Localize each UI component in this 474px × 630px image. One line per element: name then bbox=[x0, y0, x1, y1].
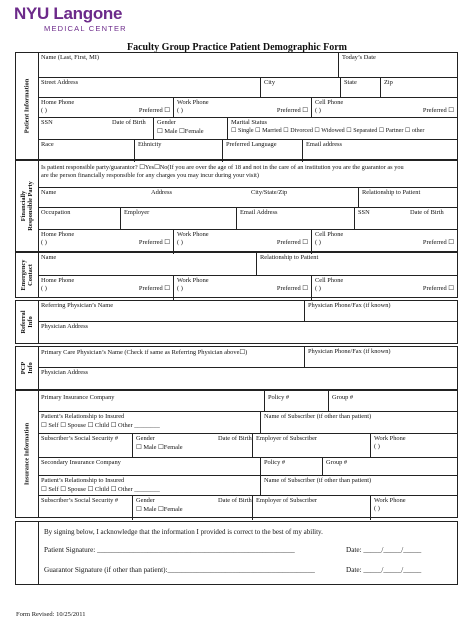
pcp-name-field[interactable]: Primary Care Physician’s Name (Check if same as Referring Physician above☐) bbox=[41, 349, 248, 356]
financial-party-section bbox=[15, 160, 458, 252]
section-label: Referral Info bbox=[16, 301, 39, 343]
secondary-gender-field: Gender ☐ Male ☐Female bbox=[132, 496, 212, 520]
gender-field: Gender ☐ Male ☐Female bbox=[153, 118, 227, 140]
patient-name-field[interactable]: Name (Last, First, MI) bbox=[41, 54, 100, 61]
logo-subtitle: MEDICAL CENTER bbox=[44, 24, 127, 33]
marital-status-checkboxes[interactable]: ☐ Single ☐ Married ☐ Divorced ☐ Widowed ☐ Separated ☐ Partner ☐ other bbox=[231, 128, 425, 134]
form-revised-date: Form Revised: 10/25/2011 bbox=[16, 611, 86, 618]
primary-relationship-field: Patient’s Relationship to Insured ☐ Self ☐ Spouse ☐ Child ☐ Other ________ bbox=[41, 413, 160, 429]
guarantor-occupation-field[interactable]: Occupation bbox=[41, 209, 71, 216]
emergency-name-field[interactable]: Name bbox=[41, 254, 57, 261]
patient-address-row bbox=[38, 77, 457, 98]
section-label: Financially Responsible Party bbox=[16, 161, 39, 251]
patient-signature-date[interactable]: Date: _____/_____/_____ bbox=[346, 546, 422, 554]
secondary-subscriber-ssn-field[interactable]: Subscriber’s Social Security # bbox=[41, 497, 119, 504]
acknowledgement-statement: By signing below, I acknowledge that the information I provided is correct to the best of my ability. bbox=[44, 528, 323, 536]
zip-field[interactable]: Zip bbox=[380, 78, 457, 98]
pcp-name-row bbox=[38, 347, 457, 367]
street-address-field[interactable]: Street Address bbox=[41, 79, 79, 86]
guarantor-phone-row bbox=[38, 229, 457, 254]
cell-phone-field[interactable]: Cell Phone ( ) Preferred ☐ bbox=[311, 98, 457, 118]
patient-phone-row bbox=[38, 97, 457, 118]
primary-group-field[interactable]: Group # bbox=[328, 391, 457, 411]
guarantor-employer-field[interactable]: Employer bbox=[120, 208, 236, 230]
guarantor-question[interactable]: Is patient responsible party/guarantor? ☐Yes☐No(If you are over the age of 18 and not in the care of an institution you are the guarantor as you bbox=[41, 164, 404, 171]
home-phone-field[interactable]: Home Phone ( ) Preferred ☐ bbox=[41, 99, 170, 114]
section-spacer bbox=[16, 522, 39, 584]
guarantor-address-field[interactable]: Address bbox=[151, 189, 172, 196]
pcp-phone-fax-field[interactable]: Physician Phone/Fax (if known) bbox=[304, 347, 457, 367]
secondary-insurance-row bbox=[38, 457, 457, 476]
section-label: Insurance Information bbox=[16, 391, 39, 517]
emergency-cell-phone-field[interactable]: Cell Phone ( ) Preferred ☐ bbox=[311, 276, 457, 300]
gender-checkboxes[interactable]: ☐ Male ☐Female bbox=[157, 128, 204, 135]
race-field[interactable]: Race bbox=[41, 141, 54, 148]
todays-date-field[interactable]: Today’s Date bbox=[338, 53, 457, 77]
emergency-phone-row bbox=[38, 275, 457, 300]
section-label: Emergency Contact bbox=[16, 253, 39, 297]
guarantor-employment-row bbox=[38, 207, 457, 230]
secondary-group-field[interactable]: Group # bbox=[322, 458, 457, 476]
ssn-field[interactable]: SSN bbox=[41, 119, 53, 126]
patient-race-row bbox=[38, 139, 457, 162]
referring-address-field[interactable]: Physician Address bbox=[41, 323, 89, 330]
secondary-relationship-checkboxes[interactable]: ☐ Self ☐ Spouse ☐ Child ☐ Other ________ bbox=[41, 486, 160, 493]
section-label: PCP Info bbox=[16, 347, 39, 389]
guarantor-relationship-field[interactable]: Relationship to Patient bbox=[358, 188, 457, 208]
primary-policy-field[interactable]: Policy # bbox=[264, 391, 328, 411]
nyu-langone-logo bbox=[14, 4, 134, 44]
emergency-work-phone-field[interactable]: Work Phone ( ) Preferred ☐ bbox=[173, 276, 311, 300]
primary-insurance-row bbox=[38, 391, 457, 411]
pcp-address-row bbox=[38, 367, 457, 392]
primary-gender-checkboxes[interactable]: ☐ Male ☐Female bbox=[136, 444, 183, 451]
patient-information-section bbox=[15, 52, 458, 160]
pcp-address-field[interactable]: Physician Address bbox=[41, 369, 89, 376]
insurance-information-section bbox=[15, 390, 458, 518]
guarantor-cell-phone-field[interactable]: Cell Phone ( ) Preferred ☐ bbox=[311, 230, 457, 254]
primary-gender-field: Gender ☐ Male ☐Female bbox=[132, 434, 212, 458]
guarantor-signature-line[interactable]: Guarantor Signature (if other than patient):_________________________________________ bbox=[44, 566, 315, 574]
emergency-relationship-field[interactable]: Relationship to Patient bbox=[256, 253, 457, 275]
signature-section bbox=[15, 521, 458, 585]
emergency-name-row bbox=[38, 253, 457, 275]
primary-subscriber-row bbox=[38, 433, 457, 458]
secondary-work-phone-field[interactable]: Work Phone ( ) bbox=[370, 496, 457, 520]
form-title: Faculty Group Practice Patient Demographic Form bbox=[126, 42, 348, 53]
preferred-language-field[interactable]: Preferred Language bbox=[222, 140, 302, 162]
logo-wordmark: NYU Langone bbox=[14, 4, 123, 23]
guarantor-signature-date[interactable]: Date: _____/_____/_____ bbox=[346, 566, 422, 574]
pcp-info-section bbox=[15, 346, 458, 390]
emergency-contact-section bbox=[15, 252, 458, 298]
guarantor-name-row bbox=[38, 187, 457, 208]
secondary-relationship-row bbox=[38, 475, 457, 496]
guarantor-dob-field[interactable]: Date of Birth bbox=[410, 209, 444, 216]
primary-relationship-row bbox=[38, 411, 457, 434]
section-label: Patient Information bbox=[16, 53, 39, 159]
guarantor-home-phone-field[interactable]: Home Phone ( ) Preferred ☐ bbox=[41, 231, 170, 246]
secondary-insurance-field[interactable]: Secondary Insurance Company bbox=[41, 459, 121, 466]
primary-subscriber-name-field[interactable]: Name of Subscriber (if other than patient) bbox=[260, 412, 457, 434]
referring-phone-fax-field[interactable]: Physician Phone/Fax (if known) bbox=[304, 301, 457, 321]
work-phone-field[interactable]: Work Phone ( ) Preferred ☐ bbox=[173, 98, 311, 118]
emergency-home-phone-field[interactable]: Home Phone ( ) Preferred ☐ bbox=[41, 277, 170, 292]
date-of-birth-field[interactable]: Date of Birth bbox=[112, 119, 146, 126]
guarantor-city-state-zip-field[interactable]: City/State/Zip bbox=[251, 189, 288, 196]
ethnicity-field[interactable]: Ethnicity bbox=[134, 140, 222, 162]
referring-address-row bbox=[38, 321, 457, 346]
patient-signature-line[interactable]: Patient Signature: _______________________________________________________ bbox=[44, 546, 295, 554]
referral-info-section bbox=[15, 300, 458, 344]
referring-physician-row bbox=[38, 301, 457, 321]
primary-work-phone-field[interactable]: Work Phone ( ) bbox=[370, 434, 457, 458]
secondary-subscriber-row bbox=[38, 495, 457, 520]
primary-dob-field[interactable]: Date of Birth bbox=[218, 435, 252, 442]
guarantor-email-field[interactable]: Email Address bbox=[236, 208, 354, 230]
patient-name-row bbox=[38, 53, 457, 77]
email-field[interactable]: Email address bbox=[302, 140, 457, 162]
referring-physician-field[interactable]: Referring Physician’s Name bbox=[41, 302, 114, 309]
state-field[interactable]: State bbox=[340, 78, 380, 98]
guarantor-name-field[interactable]: Name bbox=[41, 189, 57, 196]
guarantor-work-phone-field[interactable]: Work Phone ( ) Preferred ☐ bbox=[173, 230, 311, 254]
primary-employer-field[interactable]: Employer of Subscriber bbox=[252, 434, 370, 458]
secondary-policy-field[interactable]: Policy # bbox=[260, 458, 322, 476]
city-field[interactable]: City bbox=[260, 78, 340, 98]
guarantor-question-row: Is patient responsible party/guarantor? ☐Yes☐No(If you are over the age of 18 and not in the care of an institution you are the guarantor as you are the person financially responsible for any charges you may incur during your visit) bbox=[41, 164, 404, 179]
marital-status-field: Marital Status ☐ Single ☐ Married ☐ Divorced ☐ Widowed ☐ Separated ☐ Partner ☐ other bbox=[227, 118, 457, 140]
secondary-gender-checkboxes[interactable]: ☐ Male ☐Female bbox=[136, 506, 183, 513]
primary-subscriber-ssn-field[interactable]: Subscriber’s Social Security # bbox=[41, 435, 119, 442]
secondary-subscriber-name-field[interactable]: Name of Subscriber (if other than patient) bbox=[260, 476, 457, 496]
guarantor-ssn-field[interactable]: SSN bbox=[354, 208, 404, 230]
primary-relationship-checkboxes[interactable]: ☐ Self ☐ Spouse ☐ Child ☐ Other ________ bbox=[41, 422, 160, 429]
primary-insurance-field[interactable]: Primary Insurance Company bbox=[41, 394, 115, 401]
patient-demographics-row bbox=[38, 117, 457, 140]
secondary-employer-field[interactable]: Employer of Subscriber bbox=[252, 496, 370, 520]
secondary-dob-field[interactable]: Date of Birth bbox=[218, 497, 252, 504]
secondary-relationship-field: Patient’s Relationship to Insured ☐ Self ☐ Spouse ☐ Child ☐ Other ________ bbox=[41, 477, 160, 493]
